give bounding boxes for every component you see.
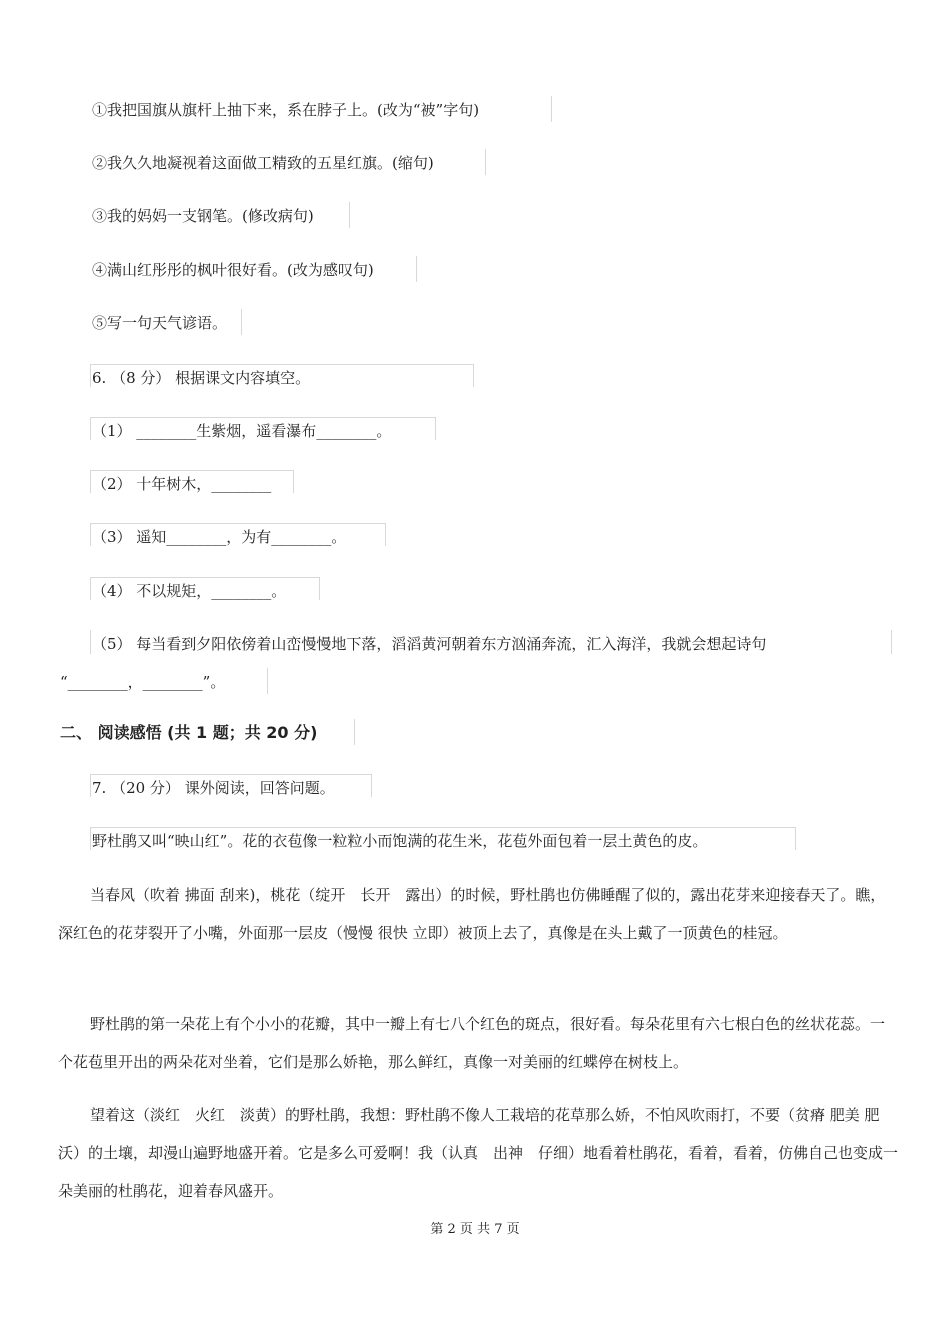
q7-title: 7. （20 分） 课外阅读，回答问题。	[92, 779, 335, 797]
question-3: ③我的妈妈一支钢笔。(修改病句)	[92, 207, 314, 225]
q6-item-2: （2） 十年树木，________	[92, 475, 272, 493]
divider	[267, 668, 268, 694]
q6-item-5-line1: （5） 每当看到夕阳依傍着山峦慢慢地下落，滔滔黄河朝着东方汹涌奔流，汇入海洋，我就会想起诗句	[92, 635, 767, 653]
divider	[90, 630, 91, 654]
section-heading: 二、 阅读感悟 (共 1 题；共 20 分)	[60, 723, 318, 742]
divider	[349, 202, 350, 228]
divider	[354, 719, 355, 745]
question-4: ④满山红彤彤的枫叶很好看。(改为感叹句)	[92, 261, 374, 279]
passage-paragraph-1: 野杜鹃又叫“映山红”。花的衣苞像一粒粒小而饱满的花生米，花苞外面包着一层土黄色的皮。	[92, 832, 708, 850]
q6-item-5-line2: “________，________”。	[60, 673, 226, 691]
q6-item-4: （4） 不以规矩，________。	[92, 582, 287, 600]
question-2: ②我久久地凝视着这面做工精致的五星红旗。(缩句)	[92, 154, 434, 172]
question-1: ①我把国旗从旗杆上抽下来，系在脖子上。(改为“被”字句)	[92, 101, 480, 119]
page-number: 第 2 页 共 7 页	[430, 1222, 520, 1237]
q6-item-1: （1） ________生紫烟，遥看瀑布________。	[92, 422, 392, 440]
divider	[551, 96, 552, 122]
divider	[891, 630, 892, 654]
question-5: ⑤写一句天气谚语。	[92, 314, 228, 332]
divider	[416, 256, 417, 282]
q6-title: 6. （8 分） 根据课文内容填空。	[92, 369, 311, 387]
q6-item-3: （3） 遥知________，为有________。	[92, 528, 347, 546]
passage-paragraph-4: 望着这（淡红 火红 淡黄）的野杜鹃，我想：野杜鹃不像人工栽培的花草那么娇，不怕风吹雨打，不要（贫瘠 肥美 肥沃）的土壤，却漫山遍野地盛开着。它是多么可爱啊！我（认真 出神 仔细）地看着杜鹃花，看着，看着，仿佛自己也变成一朵美丽的杜鹃花，迎着春风盛开。	[58, 1106, 899, 1200]
passage-paragraph-2: 当春风（吹着 拂面 刮来)，桃花（绽开 长开 露出）的时候，野杜鹃也仿佛睡醒了似的，露出花芽来迎接春天了。瞧，深红色的花芽裂开了小嘴，外面那一层皮（慢慢 很快 立即）被顶上去了，真像是在头上戴了一顶黄色的桂冠。	[58, 886, 886, 942]
divider	[241, 309, 242, 335]
passage-paragraph-3: 野杜鹃的第一朵花上有个小小的花瓣，其中一瓣上有七八个红色的斑点，很好看。每朵花里有六七根白色的丝状花蕊。一个花苞里开出的两朵花对坐着，它们是那么娇艳，那么鲜红，真像一对美丽的红蝶停在树枝上。	[58, 1015, 886, 1071]
divider	[485, 149, 486, 175]
